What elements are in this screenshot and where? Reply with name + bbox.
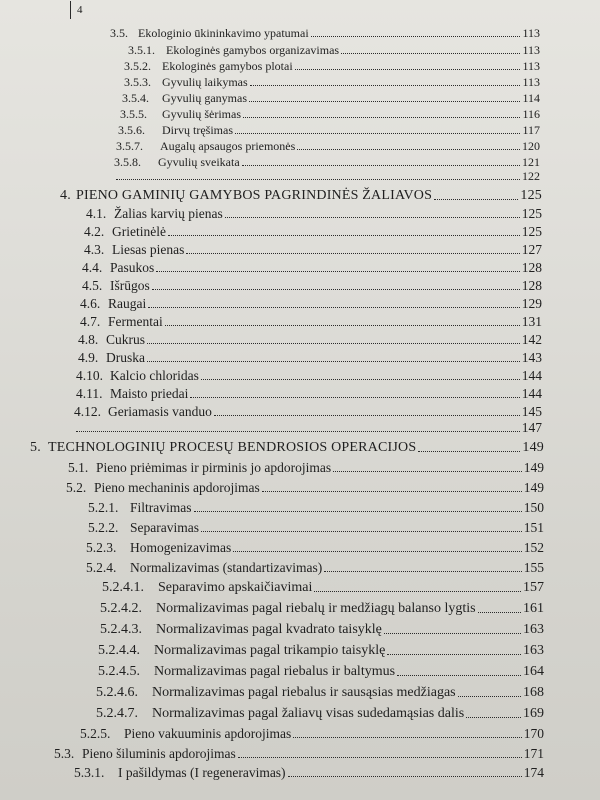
toc-entry-page: 143 [521,350,542,365]
toc-entry-number: 3.5. [110,26,128,40]
toc-entry [124,59,540,74]
toc-entry [96,685,544,701]
toc-entry [100,601,544,617]
toc-entry-number: 4.6. [80,296,101,311]
toc-entry-title: Augalų apsaugos priemonės [160,139,296,153]
toc-entry-title: Separavimo apskaičiavimai [158,580,313,595]
toc-entry-page: 147 [521,420,542,435]
toc-dot-leader [249,101,520,102]
toc-dot-leader [201,379,520,380]
toc-entry-title: Pasukos [110,260,155,275]
toc-entry [100,622,544,638]
toc-entry-number: 4.8. [78,332,99,347]
toc-entry-number: 4.4. [82,260,103,275]
toc-entry-title: Normalizavimas pagal riebalų ir medžiagų balanso lygtis [156,601,476,616]
toc-entry-title: Normalizavimas (standartizavimas) [130,560,323,575]
toc-entry-title: Geriamasis vanduo [108,404,212,419]
toc-entry-title: Ekologinės gamybos plotai [162,59,293,73]
toc-dot-leader [238,757,522,758]
toc-entry-page: 113 [522,26,540,40]
toc-entry [80,314,542,330]
toc-entry-title: TECHNOLOGINIŲ PROCESŲ BENDROSIOS OPERACIJOS [48,440,417,455]
toc-dot-leader [295,69,521,70]
toc-entry-number: 4.11. [76,386,103,401]
toc-entry-title: Normalizavimas pagal riebalus ir baltymus [154,664,396,679]
toc-entry-page: 168 [523,685,544,700]
toc-entry-page: 122 [522,169,540,183]
toc-entry-page: 155 [523,560,544,575]
toc-entry-number: 5.2.4.4. [98,643,140,658]
toc-dot-leader [190,397,519,398]
toc-dot-leader [418,451,520,452]
toc-entry-title: Gyvulių laikymas [162,75,248,89]
toc-dot-leader [156,271,519,272]
toc-entry [110,26,540,41]
toc-entry [86,206,542,222]
toc-entry-title: Kalcio chloridas [110,368,199,383]
page-number: 4 [77,4,83,16]
toc-dot-leader [168,235,520,236]
toc-entry-number: 5.3. [54,746,75,761]
toc-entry-title: PIENO GAMINIŲ GAMYBOS PAGRINDINĖS ŽALIAVOS [76,188,433,203]
toc-dot-leader [466,717,521,718]
toc-dot-leader [116,179,520,180]
toc-entry-page: 125 [520,188,542,203]
toc-entry-number: 3.5.6. [118,123,145,137]
toc-entry-number: 3.5.4. [122,91,149,105]
toc-entry-title: Gyvulių šėrimas [162,107,241,121]
toc-entry-number: 4.12. [74,404,101,419]
toc-entry [80,726,544,742]
toc-entry-page: 131 [521,314,542,329]
toc-dot-leader [165,325,520,326]
toc-entry-page: 114 [522,91,540,105]
toc-dot-leader [235,133,520,134]
toc-entry [84,224,542,240]
toc-entry [30,440,544,456]
toc-entry [114,155,540,170]
toc-entry-title: Maisto priedai [110,386,189,401]
toc-entry-number: 3.5.2. [124,59,151,73]
toc-entry-title: Grietinėlė [112,224,166,239]
toc-entry [86,560,544,576]
toc-entry [54,746,544,762]
toc-entry-title: Filtravimas [130,500,192,515]
toc-entry-page: 142 [521,332,542,347]
toc-entry [80,296,542,312]
toc-dot-leader [384,633,521,634]
toc-entry [82,278,542,294]
toc-entry [68,460,544,476]
toc-entry-title: Ekologinės gamybos organizavimas [166,43,340,57]
toc-entry-number: 5.2.1. [88,500,119,515]
toc-entry-page: 129 [521,296,542,311]
toc-dot-leader [387,654,521,655]
toc-entry-title: Fermentai [108,314,163,329]
toc-dot-leader [148,307,520,308]
toc-entry [114,169,540,184]
toc-entry-page: 150 [523,500,544,515]
toc-dot-leader [397,675,521,676]
toc-entry-title: I pašildymas (I regeneravimas) [118,765,286,780]
toc-dot-leader [333,471,522,472]
toc-entry-page: 149 [523,480,544,495]
toc-dot-leader [147,361,520,362]
toc-entry-number: 5.2.2. [88,520,119,535]
toc-entry-page: 163 [523,622,544,637]
toc-entry [76,368,542,384]
toc-entry [74,765,544,781]
toc-entry-number: 5.2. [66,480,87,495]
toc-entry-title: Pieno šiluminis apdorojimas [82,746,236,761]
toc-entry-title: Druska [106,350,145,365]
toc-entry-number: 5.2.4.7. [96,706,138,721]
toc-entry-title: Gyvulių ganymas [162,91,247,105]
toc-entry-page: 128 [521,278,542,293]
toc-entry-page: 116 [522,107,540,121]
toc-entry [78,350,542,366]
toc-entry-title: Cukrus [106,332,146,347]
toc-entry-title: Pieno priėmimas ir pirminis jo apdorojimas [96,460,332,475]
toc-entry-page: 144 [521,386,542,401]
toc-entry-number: 5.2.4.5. [98,664,140,679]
toc-dot-leader [314,591,521,592]
toc-entry-page: 144 [521,368,542,383]
toc-entry-page: 121 [522,155,540,169]
toc-entry-title: Išrūgos [110,278,150,293]
toc-entry [86,540,544,556]
toc-dot-leader [250,85,521,86]
toc-entry-page: 161 [523,601,544,616]
toc-dot-leader [76,431,520,432]
toc-dot-leader [225,217,520,218]
toc-entry-page: 164 [523,664,544,679]
toc-entry-page: 151 [523,520,544,535]
toc-entry-number: 4.9. [78,350,99,365]
toc-entry [118,123,540,138]
toc-entry-page: 120 [522,139,540,153]
toc-dot-leader [262,491,522,492]
toc-entry-page: 127 [521,242,542,257]
toc-entry-number: 5.2.4.2. [100,601,142,616]
toc-entry-number: 5.2.4.3. [100,622,142,637]
toc-entry-page: 125 [521,224,542,239]
toc-entry-page: 152 [523,540,544,555]
toc-entry-page: 157 [523,580,544,595]
toc-entry [74,420,542,436]
toc-entry-number: 5.2.4. [86,560,117,575]
toc-dot-leader [201,531,522,532]
toc-entry [116,139,540,154]
toc-entry [120,107,540,122]
toc-dot-leader [297,149,520,150]
toc-entry-page: 171 [523,746,544,761]
toc-entry-number: 5. [30,440,41,455]
toc-dot-leader [242,165,520,166]
toc-entry-number: 5.2.4.1. [102,580,144,595]
toc-entry-number: 4.5. [82,278,103,293]
toc-entry [122,91,540,106]
toc-entry [66,480,544,496]
toc-entry-page: 170 [523,726,544,741]
toc-dot-leader [152,289,520,290]
toc-entry-title: Normalizavimas pagal riebalus ir sausąsias medžiagas [152,685,456,700]
toc-entry-page: 117 [522,123,540,137]
toc-entry [128,43,540,58]
toc-entry [98,643,544,659]
toc-entry-number: 3.5.3. [124,75,151,89]
toc-entry-page: 128 [521,260,542,275]
toc-entry-number: 3.5.1. [128,43,155,57]
toc-dot-leader [311,36,521,37]
toc-entry [84,242,542,258]
toc-dot-leader [243,117,520,118]
toc-entry-page: 149 [523,460,544,475]
toc-dot-leader [341,53,520,54]
toc-entry-title: Normalizavimas pagal žaliavų visas sudedamąsias dalis [152,706,465,721]
toc-dot-leader [194,511,522,512]
toc-entry-title: Normalizavimas pagal trikampio taisyklę [154,643,386,658]
toc-dot-leader [478,612,521,613]
toc-entry-number: 5.2.3. [86,540,117,555]
toc-dot-leader [214,415,520,416]
toc-dot-leader [147,343,520,344]
toc-entry-title: Raugai [108,296,147,311]
toc-entry [98,664,544,680]
toc-entry [78,332,542,348]
toc-entry-title: Separavimas [130,520,199,535]
toc-entry-title: Žalias karvių pienas [114,206,223,221]
toc-dot-leader [324,571,521,572]
toc-entry [102,580,544,596]
toc-entry-title: Dirvų tręšimas [162,123,233,137]
toc-entry-page: 145 [521,404,542,419]
toc-entry-page: 169 [523,706,544,721]
toc-entry-page: 113 [522,59,540,73]
toc-entry-number: 3.5.8. [114,155,141,169]
toc-entry-page: 149 [522,440,544,455]
toc-entry-number: 5.1. [68,460,89,475]
toc-entry-number: 5.2.4.6. [96,685,138,700]
toc-entry [60,188,542,204]
toc-dot-leader [293,737,522,738]
toc-entry [74,404,542,420]
toc-entry [88,520,544,536]
toc-dot-leader [288,776,522,777]
toc-entry [124,75,540,90]
toc-entry [76,386,542,402]
toc-entry-page: 113 [522,43,540,57]
toc-entry-number: 4.7. [80,314,101,329]
toc-entry-title: Gyvulių sveikata [158,155,240,169]
toc-entry-number: 3.5.7. [116,139,143,153]
toc-entry-page: 163 [523,643,544,658]
toc-entry [82,260,542,276]
toc-entry-title: Ekologinio ūkininkavimo ypatumai [138,26,309,40]
toc-entry [88,500,544,516]
toc-dot-leader [458,696,521,697]
toc-dot-leader [434,199,518,200]
toc-entry-page: 174 [523,765,544,780]
toc-dot-leader [233,551,522,552]
toc-entry [96,706,544,722]
toc-entry-title: Pieno vakuuminis apdorojimas [124,726,292,741]
toc-entry-number: 4.1. [86,206,107,221]
toc-entry-page: 125 [521,206,542,221]
toc-entry-title: Normalizavimas pagal kvadrato taisyklę [156,622,382,637]
toc-dot-leader [186,253,519,254]
toc-entry-number: 3.5.5. [120,107,147,121]
toc-entry-number: 4. [60,188,71,203]
toc-entry-number: 4.3. [84,242,105,257]
toc-entry-title: Pieno mechaninis apdorojimas [94,480,260,495]
toc-entry-title: Homogenizavimas [130,540,232,555]
toc-entry-number: 5.3.1. [74,765,105,780]
toc-entry-number: 5.2.5. [80,726,111,741]
toc-entry-number: 4.2. [84,224,105,239]
toc-entry-number: 4.10. [76,368,103,383]
toc-entry-page: 113 [522,75,540,89]
toc-entry-title: Liesas pienas [112,242,185,257]
